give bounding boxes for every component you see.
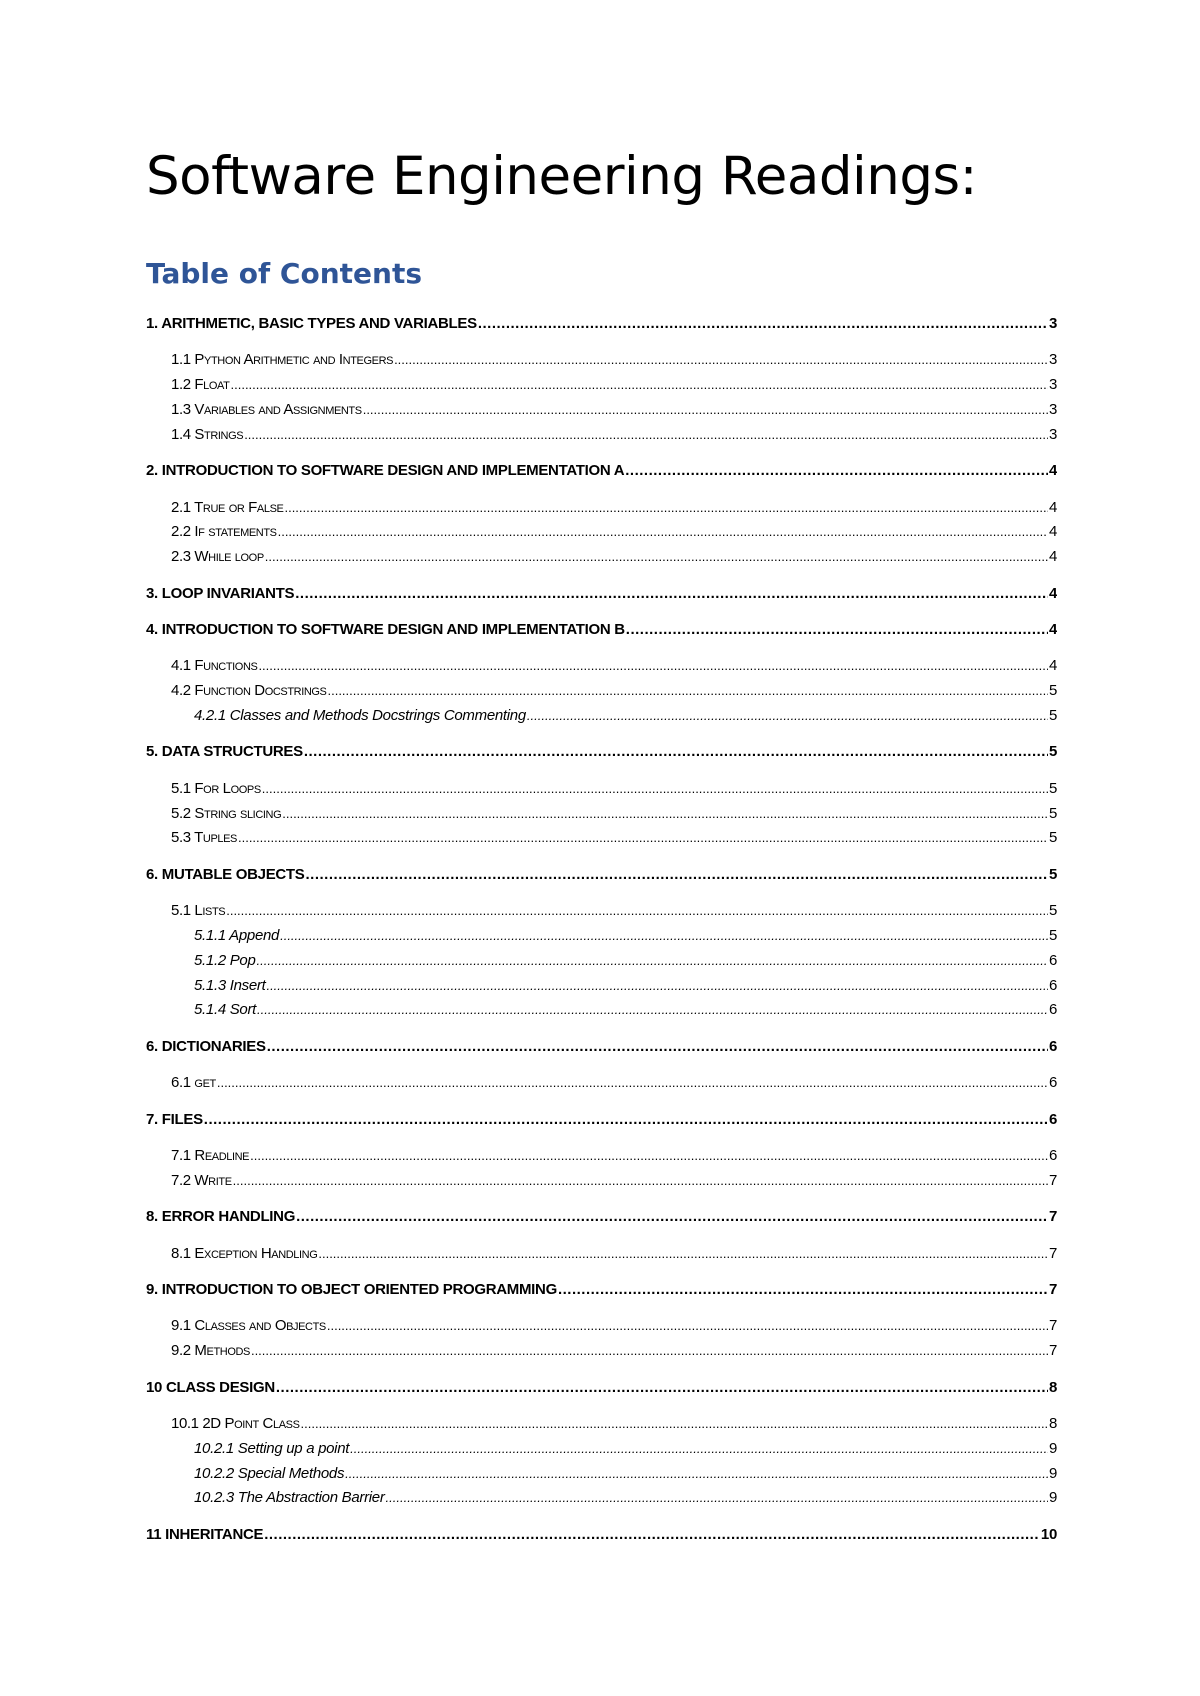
toc-entry-label: 5.3 Tuples [171, 829, 237, 846]
toc-dot-leader [318, 1243, 1048, 1265]
toc-entry-label: 11 INHERITANCE [146, 1526, 264, 1543]
toc-dot-leader [558, 1279, 1048, 1301]
toc-entry-label: 5.1.2 Pop [194, 952, 256, 969]
toc-subsection-entry[interactable] [171, 803, 1057, 825]
toc-subsection-entry[interactable] [171, 497, 1057, 519]
toc-page-number: 7 [1049, 1172, 1057, 1189]
toc-entry-label: 5. DATA STRUCTURES [146, 743, 303, 760]
toc-subsection-entry[interactable] [171, 399, 1057, 421]
toc-page-number: 4 [1048, 462, 1057, 479]
toc-section-entry[interactable] [146, 1524, 1057, 1546]
toc-page-number: 6 [1049, 1147, 1057, 1164]
toc-page-number: 7 [1049, 1245, 1057, 1262]
toc-page-number: 3 [1049, 426, 1057, 443]
toc-section-entry[interactable] [146, 313, 1057, 335]
toc-entry-label: 1.4 Strings [171, 426, 244, 443]
toc-entry-label: 7.1 Readline [171, 1147, 250, 1164]
toc-entry-label: 3. LOOP INVARIANTS [146, 585, 295, 602]
toc-page-number: 6 [1049, 1074, 1057, 1091]
toc-entry-label: 2. INTRODUCTION TO SOFTWARE DESIGN AND IMPLEMENTATION A [146, 462, 625, 479]
toc-page-number: 6 [1048, 1001, 1057, 1018]
toc-entry-label: 1. ARITHMETIC, BASIC TYPES AND VARIABLES [146, 315, 477, 332]
toc-page-number: 5 [1048, 866, 1057, 883]
toc-section-entry[interactable] [146, 1206, 1057, 1228]
toc-dot-leader [306, 864, 1048, 886]
toc-subsection-entry[interactable] [171, 1340, 1057, 1362]
toc-entry-label: 2.1 True or False [171, 499, 284, 516]
toc-page-number: 4 [1049, 657, 1057, 674]
toc-page-number: 5 [1049, 829, 1057, 846]
toc-dot-leader [296, 1206, 1048, 1228]
toc-dot-leader [265, 546, 1048, 568]
toc-subsection-entry[interactable] [171, 546, 1057, 568]
toc-dot-leader [276, 1377, 1048, 1399]
toc-page-number: 4 [1048, 621, 1057, 638]
toc-page-number: 6 [1048, 952, 1057, 969]
toc-subsubsection-entry[interactable] [194, 1463, 1057, 1485]
toc-subsection-entry[interactable] [171, 374, 1057, 396]
toc-page-number: 4 [1049, 523, 1057, 540]
toc-entry-label: 6. DICTIONARIES [146, 1038, 266, 1055]
toc-subsubsection-entry[interactable] [194, 975, 1057, 997]
toc-entry-label: 5.1.3 Insert [194, 977, 266, 994]
toc-page-number: 4 [1049, 548, 1057, 565]
toc-entry-label: 10 CLASS DESIGN [146, 1379, 275, 1396]
toc-page-number: 5 [1049, 805, 1057, 822]
toc-subsection-entry[interactable] [171, 1145, 1057, 1167]
toc-dot-leader [231, 374, 1049, 396]
toc-subsection-entry[interactable] [171, 680, 1057, 702]
toc-dot-leader [327, 1315, 1048, 1337]
toc-page-number: 5 [1048, 743, 1057, 760]
toc-page-number: 7 [1048, 1208, 1057, 1225]
toc-page-number: 7 [1048, 1281, 1057, 1298]
toc-entry-label: 5.1 Lists [171, 902, 226, 919]
toc-entry-label: 1.1 Python Arithmetic and Integers [171, 351, 394, 368]
toc-dot-leader [250, 1145, 1048, 1167]
toc-entry-label: 10.2.3 The Abstraction Barrier [194, 1489, 385, 1506]
toc-dot-leader [251, 1340, 1048, 1362]
toc-section-entry[interactable] [146, 1109, 1057, 1131]
toc-page-number: 8 [1048, 1379, 1057, 1396]
toc-section-entry[interactable] [146, 619, 1057, 641]
toc-dot-leader [327, 680, 1048, 702]
toc-dot-leader [350, 1438, 1048, 1460]
toc-page-number: 5 [1048, 927, 1057, 944]
toc-entry-label: 9.2 Methods [171, 1342, 250, 1359]
toc-section-entry[interactable] [146, 1377, 1057, 1399]
toc-page-number: 9 [1048, 1489, 1057, 1506]
toc-subsection-entry[interactable] [171, 349, 1057, 371]
toc-dot-leader [386, 1487, 1048, 1509]
toc-dot-leader [226, 900, 1048, 922]
toc-dot-leader [295, 583, 1048, 605]
toc-section-entry[interactable] [146, 583, 1057, 605]
toc-entry-label: 9.1 Classes and Objects [171, 1317, 326, 1334]
toc-page-number: 3 [1049, 376, 1057, 393]
toc-page-number: 5 [1049, 902, 1057, 919]
toc-dot-leader [217, 1072, 1048, 1094]
toc-page-number: 4 [1049, 499, 1057, 516]
toc-dot-leader [478, 313, 1048, 335]
toc-entry-label: 4.1 Functions [171, 657, 258, 674]
toc-dot-leader [264, 1524, 1040, 1546]
toc-section-entry[interactable] [146, 460, 1057, 482]
toc-page-number: 9 [1048, 1465, 1057, 1482]
toc-entry-label: 9. INTRODUCTION TO OBJECT ORIENTED PROGRAMMING [146, 1281, 557, 1298]
toc-dot-leader [363, 399, 1048, 421]
toc-subsubsection-entry[interactable] [194, 705, 1057, 727]
toc-dot-leader [233, 1170, 1048, 1192]
toc-dot-leader [626, 619, 1048, 641]
toc-dot-leader [280, 925, 1048, 947]
toc-dot-leader [282, 803, 1048, 825]
toc-entry-label: 5.1.1 Append [194, 927, 280, 944]
toc-page-number: 8 [1049, 1415, 1057, 1432]
toc-entry-label: 5.2 String slicing [171, 805, 282, 822]
toc-subsection-entry[interactable] [171, 521, 1057, 543]
toc-entry-label: 7. FILES [146, 1111, 203, 1128]
toc-page-number: 3 [1049, 401, 1057, 418]
toc-subsection-entry[interactable] [171, 1315, 1057, 1337]
toc-subsection-entry[interactable] [171, 900, 1057, 922]
toc-entry-label: 7.2 Write [171, 1172, 232, 1189]
toc-heading: Table of Contents [146, 257, 423, 290]
toc-subsection-entry[interactable] [171, 827, 1057, 849]
toc-page-number: 9 [1048, 1440, 1057, 1457]
toc-page-number: 5 [1048, 707, 1057, 724]
toc-page-number: 7 [1049, 1342, 1057, 1359]
toc-subsubsection-entry[interactable] [194, 999, 1057, 1021]
document-title: Software Engineering Readings: [146, 146, 977, 207]
toc-dot-leader [204, 1109, 1048, 1131]
toc-entry-label: 4. INTRODUCTION TO SOFTWARE DESIGN AND IMPLEMENTATION B [146, 621, 625, 638]
toc-page-number: 3 [1048, 315, 1057, 332]
toc-subsection-entry[interactable] [171, 778, 1057, 800]
toc-entry-label: 2.2 If statements [171, 523, 277, 540]
toc-dot-leader [284, 497, 1048, 519]
toc-subsubsection-entry[interactable] [194, 950, 1057, 972]
toc-entry-label: 1.3 Variables and Assignments [171, 401, 362, 418]
toc-dot-leader [267, 1036, 1048, 1058]
toc-dot-leader [301, 1413, 1049, 1435]
toc-entry-label: 1.2 Float [171, 376, 230, 393]
toc-dot-leader [394, 349, 1048, 371]
toc-page-number: 10 [1040, 1526, 1057, 1543]
toc-entry-label: 8. ERROR HANDLING [146, 1208, 296, 1225]
toc-section-entry[interactable] [146, 864, 1057, 886]
toc-entry-label: 10.2.1 Setting up a point [194, 1440, 350, 1457]
toc-subsection-entry[interactable] [171, 1413, 1057, 1435]
toc-section-entry[interactable] [146, 1279, 1057, 1301]
toc-entry-label: 4.2 Function Docstrings [171, 682, 327, 699]
toc-dot-leader [304, 741, 1048, 763]
toc-page-number: 4 [1048, 585, 1057, 602]
toc-dot-leader [527, 705, 1048, 727]
toc-subsection-entry[interactable] [171, 424, 1057, 446]
toc-subsubsection-entry[interactable] [194, 1438, 1057, 1460]
toc-dot-leader [244, 424, 1048, 446]
toc-entry-label: 2.3 While loop [171, 548, 264, 565]
toc-page-number: 5 [1049, 682, 1057, 699]
toc-subsection-entry[interactable] [171, 655, 1057, 677]
toc-dot-leader [258, 655, 1048, 677]
toc-entry-label: 5.1 For Loops [171, 780, 261, 797]
toc-dot-leader [262, 778, 1048, 800]
toc-section-entry[interactable] [146, 1036, 1057, 1058]
toc-entry-label: 5.1.4 Sort [194, 1001, 257, 1018]
toc-entry-label: 8.1 Exception Handling [171, 1245, 318, 1262]
toc-subsubsection-entry[interactable] [194, 925, 1057, 947]
toc-subsubsection-entry[interactable] [194, 1487, 1057, 1509]
toc-subsection-entry[interactable] [171, 1243, 1057, 1265]
toc-entry-label: 4.2.1 Classes and Methods Docstrings Commenting [194, 707, 526, 724]
toc-entry-label: 10.1 2D Point Class [171, 1415, 300, 1432]
toc-entry-label: 6.1 get [171, 1074, 216, 1091]
toc-dot-leader [266, 975, 1048, 997]
toc-entry-label: 6. MUTABLE OBJECTS [146, 866, 305, 883]
toc-page-number: 3 [1049, 351, 1057, 368]
toc-section-entry[interactable] [146, 741, 1057, 763]
toc-dot-leader [257, 999, 1048, 1021]
toc-page-number: 6 [1048, 1038, 1057, 1055]
toc-dot-leader [625, 460, 1048, 482]
toc-page-number: 6 [1048, 1111, 1057, 1128]
toc-entry-label: 10.2.2 Special Methods [194, 1465, 345, 1482]
toc-dot-leader [257, 950, 1048, 972]
toc-page-number: 6 [1048, 977, 1057, 994]
toc-subsection-entry[interactable] [171, 1072, 1057, 1094]
toc-page-number: 5 [1049, 780, 1057, 797]
toc-subsection-entry[interactable] [171, 1170, 1057, 1192]
toc-dot-leader [345, 1463, 1048, 1485]
toc-dot-leader [278, 521, 1048, 543]
toc-page-number: 7 [1049, 1317, 1057, 1334]
toc-dot-leader [238, 827, 1048, 849]
